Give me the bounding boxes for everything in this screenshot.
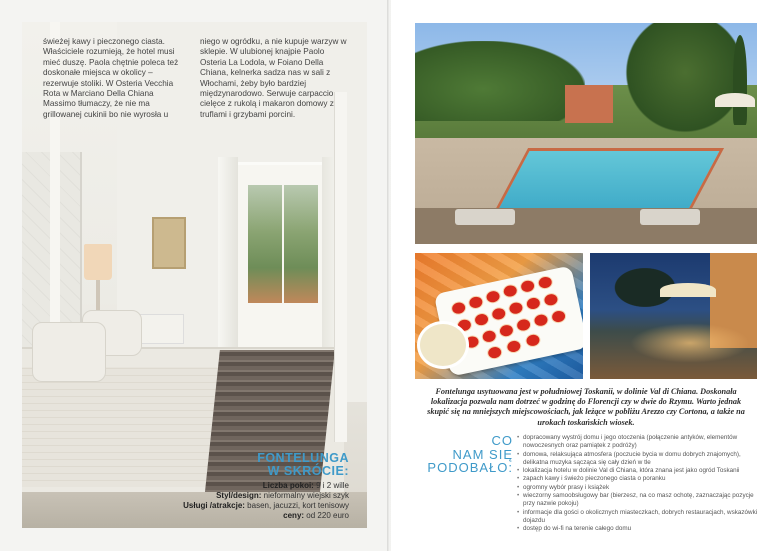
summary-value: basen, jacuzzi, kort tenisowy	[247, 501, 349, 510]
right-page	[391, 0, 780, 551]
wall-painting	[152, 217, 186, 269]
summary-label: Usługi /atrakcje:	[183, 501, 245, 510]
food-photo	[415, 253, 583, 379]
summary-row-services	[169, 501, 349, 511]
left-page	[0, 0, 389, 551]
list-item: • informacje dla gości o okolicznych miasteczkach, dobrych restauracjach, wskazówki dojazdu	[517, 509, 761, 526]
summary-value: nieformalny wiejski szyk	[263, 491, 349, 500]
list-item: • wieczorny samoobsługowy bar (bierzesz, na co masz ochotę, zaznaczając pozycje przy nazwie pokoju)	[517, 492, 761, 509]
summary-label: ceny:	[283, 511, 305, 520]
likes-heading-line-2: NAM SIĘ	[452, 446, 513, 462]
article-text-column-1: świeżej kawy i pieczonego ciasta. Właściciele rozumieją, że hotel musi mieć duszę. Paola chętnie poleca też doskonałe miejsca w okolicy – rezerwuje stoliki. W Osteria Vecchia Rota w Marciano Della Chiana Massimo tłumaczy, że nie ma grillowanej cukinii bo nie wyrosła u	[43, 37, 179, 119]
summary-value: 9 i 2 wille	[316, 481, 349, 490]
pool-photo	[415, 23, 757, 244]
table-lamp	[84, 244, 112, 280]
bedroom-window	[227, 162, 332, 352]
photo-caption: Fontelunga usytuowana jest w południowej Toskanii, w dolinie Val di Chiana. Doskonała lokalizacja pozwala nam dotrzeć w godzinę do Florencji czy w dwie do Rzymu. Warto jednak skupić się na mniejszych miejscowościach, jak leżące w pobliżu Arezzo czy Cortona, a także na urokach toskańskich wiosek.	[427, 387, 745, 427]
summary-title-line-1: FONTELUNGA	[257, 451, 349, 465]
summary-row-rooms	[169, 481, 349, 491]
likes-heading-line-1: CO	[491, 433, 513, 448]
swimming-pool	[492, 148, 724, 216]
article-text-column-2: niego w ogródku, a nie kupuje warzyw w sklepie. W ulubionej knajpie Paolo Osteria La Lodola, w Foiano Della Chiana, kelnerka sadza nas w sali z Włochami, żeby było bardziej międzynarodowo. Serwuje carpaccio cielęce z rukolą i makaron domowy z truflami i grzybami porcini.	[200, 37, 347, 119]
summary-title-line-2: W SKRÓCIE:	[267, 464, 349, 478]
list-item: • dopracowany wystrój domu i jego otoczenia (połączenie antyków, elementów nowoczesnych oraz pamiątek z podróży)	[517, 434, 761, 451]
likes-heading	[405, 434, 513, 475]
summary-label: Liczba pokoi:	[262, 481, 314, 490]
list-item: • domowa, relaksująca atmosfera (poczucie bycia w domu dobrych znajomych), delikatna muzyka sącząca się cały dzień w tle	[517, 451, 761, 468]
likes-list	[517, 434, 761, 534]
dip-bowl	[417, 321, 469, 369]
summary-row-style	[169, 491, 349, 501]
list-item: • lokalizacja hotelu w dolinie Val di Chiana, która znana jest jako ogród Toskanii	[517, 467, 761, 475]
night-terrace-photo	[590, 253, 757, 379]
list-item: • dostęp do wi-fi na terenie całego domu	[517, 525, 761, 533]
summary-box	[169, 452, 349, 521]
list-item: • zapach kawy i świeżo pieczonego ciasta o poranku	[517, 475, 761, 483]
summary-value: od 220 euro	[306, 511, 349, 520]
summary-label: Styl/design:	[216, 491, 262, 500]
likes-heading-line-3: PODOBAŁO:	[427, 460, 513, 475]
summary-row-prices	[169, 511, 349, 521]
list-item: • ogromny wybór prasy i książek	[517, 484, 761, 492]
